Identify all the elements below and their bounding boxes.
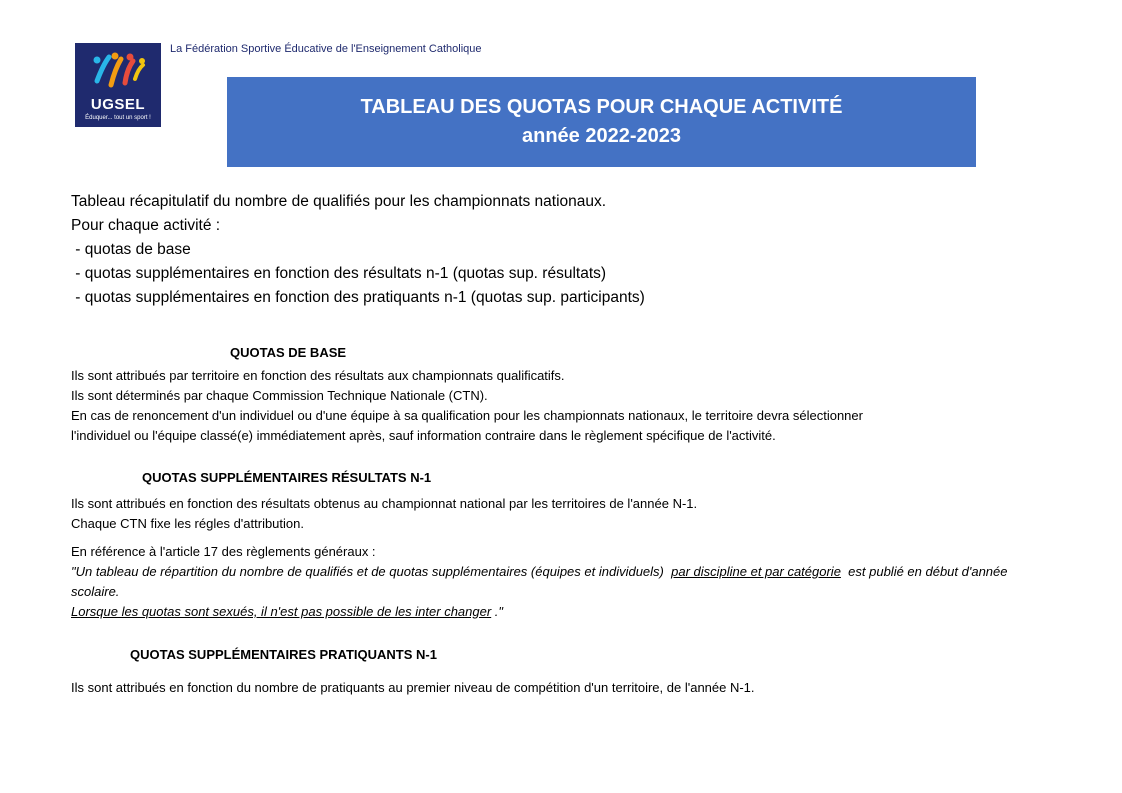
quote-end: ."	[491, 604, 504, 619]
title-banner	[227, 77, 976, 167]
practitioners-line: Ils sont attribués en fonction du nombre de pratiquants au premier niveau de compétition d'un territoire, de l'année N-1.	[71, 680, 755, 695]
intro-line: Pour chaque activité :	[71, 217, 221, 234]
intro-line: - quotas supplémentaires en fonction des résultats n-1 (quotas sup. résultats)	[71, 265, 607, 282]
intro-block	[71, 190, 645, 310]
intro-line: Tableau récapitulatif du nombre de qualifiés pour les championnats nationaux.	[71, 193, 607, 210]
results-paragraph	[71, 494, 697, 534]
heading-quotas-base: QUOTAS DE BASE	[230, 345, 347, 360]
organization-name: La Fédération Sportive Éducative de l'Enseignement Catholique	[170, 43, 482, 55]
logo-brand: UGSEL	[90, 96, 146, 113]
paragraph-line: Ils sont attribués par territoire en fonction des résultats aux championnats qualificatifs.	[71, 368, 565, 383]
paragraph-line: Chaque CTN fixe les régles d'attribution.	[71, 516, 304, 531]
ugsel-logo	[75, 43, 161, 127]
base-paragraph	[71, 366, 863, 446]
paragraph-line: l'individuel ou l'équipe classé(e) immédiatement après, sauf information contraire dans le règlement spécifique de l'activité.	[71, 428, 776, 443]
intro-line: - quotas de base	[71, 241, 191, 258]
quote-underlined-text: par discipline et par catégorie	[671, 564, 841, 579]
heading-quotas-results: QUOTAS SUPPLÉMENTAIRES RÉSULTATS N-1	[142, 470, 432, 485]
page-subtitle-year: année 2022-2023	[521, 125, 681, 147]
paragraph-line: En cas de renoncement d'un individuel ou d'une équipe à sa qualification pour les championnats nationaux, le territoire devra sélectionner	[71, 408, 863, 423]
intro-line: - quotas supplémentaires en fonction des pratiquants n-1 (quotas sup. participants)	[71, 289, 645, 306]
heading-quotas-practitioners: QUOTAS SUPPLÉMENTAIRES PRATIQUANTS N-1	[130, 647, 437, 662]
quote-underlined-text: Lorsque les quotas sont sexués, il n'est pas possible de les inter changer	[71, 604, 492, 619]
paragraph-line: Ils sont déterminés par chaque Commission Technique Nationale (CTN).	[71, 388, 488, 403]
paragraph-line: Ils sont attribués en fonction des résultats obtenus au championnat national par les territoires de l'année N-1.	[71, 496, 698, 511]
logo-tagline: Éduquer... tout un sport !	[85, 115, 151, 121]
athletes-logo-icon	[75, 43, 161, 99]
page-title: TABLEAU DES QUOTAS POUR CHAQUE ACTIVITÉ	[360, 96, 843, 118]
article-quote	[71, 562, 1051, 622]
quote-text: "Un tableau de répartition du nombre de qualifiés et de quotas supplémentaires (équipes et individuels)	[71, 564, 672, 579]
quote-text: est publié en début d'année scolaire.	[71, 564, 1012, 599]
reference-line: En référence à l'article 17 des règlements généraux :	[71, 544, 376, 559]
